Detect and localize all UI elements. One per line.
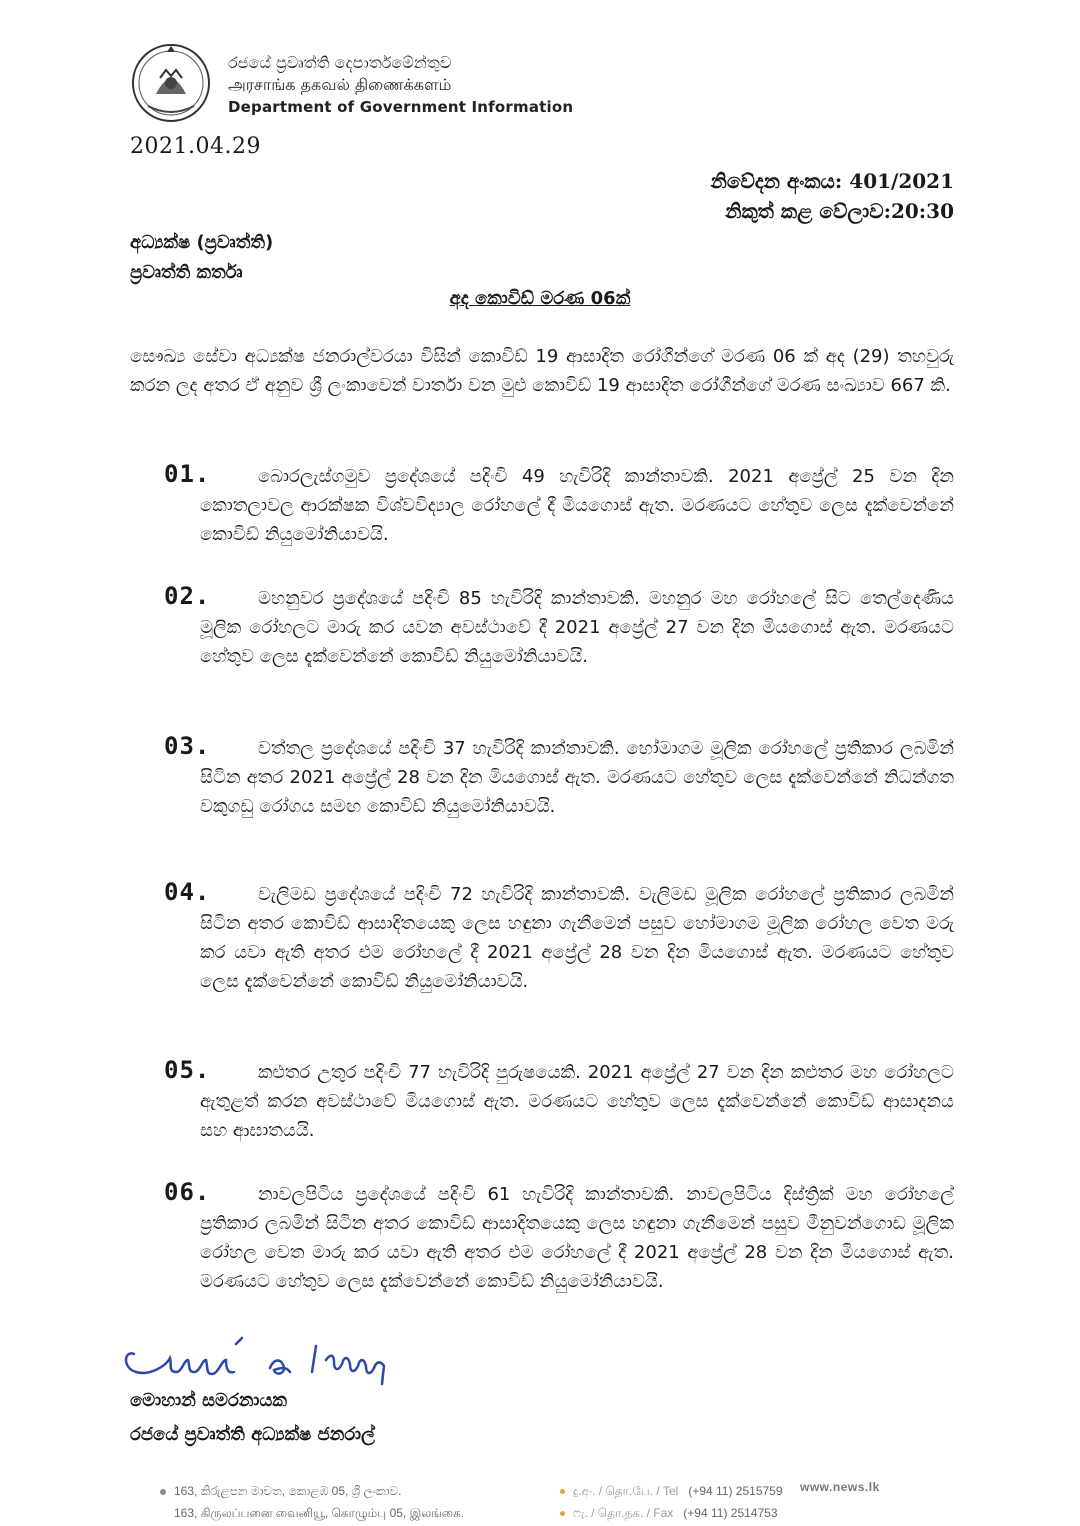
intro-paragraph: සෞඛ්‍ය සේවා අධ්‍යක්ෂ ජනරාල්වරයා විසින් කොවිඩ් 19 ආසාදිත රෝගීන්ගේ මරණ 06 ක් අද (29) තහවුරු කරන ලද අතර ඒ අනුව ශ්‍රී ලංකාවෙන් වාර්තා වන මුළු කොවිඩ් 19 ආසාදිත රෝගීන්ගේ මරණ සංඛ්‍යාව 667 කි. [130, 346, 954, 396]
organization-name [228, 52, 573, 118]
fax-label: ෆැ. / தொ.நக. / Fax [573, 1506, 674, 1520]
release-refs [711, 166, 954, 226]
sri-lanka-emblem-icon [126, 36, 216, 126]
signatory-title: රජයේ ප්‍රවෘත්ති අධ්‍යක්ෂ ජනරාල් [130, 1424, 375, 1445]
org-name-english: Department of Government Information [228, 98, 574, 116]
website-link[interactable]: www.news.lk [800, 1480, 880, 1494]
item-number: 03. [164, 732, 211, 760]
address-sinhala: 163, කිරුළපන මාවත, කොළඹ 05, ශ්‍රී ලංකාව. [174, 1484, 402, 1498]
phone-label: දු.අං. / தொ.பே. / Tel [573, 1484, 679, 1498]
addressee-line-1: අධ්‍යක්ෂ (ප්‍රවෘත්ති) [130, 232, 274, 253]
org-name-tamil: அரசாங்க தகவல் திணைக்களம் [228, 75, 452, 94]
letterhead-footer [0, 1474, 1080, 1526]
item-text: වැලිමඩ ප්‍රදේශයේ පදිංචි 72 හැවිරිදි කාන්තාවකි. වැලිමඩ මූලික රෝහලේ ප්‍රතිකාර ලබමින් සිටින අතර කොවිඩ් ආසාදිතයෙකු ලෙස හඳුනා ගැනීමෙන් පසුව හෝමාගම මූලික රෝහල වෙත මරු කර යවා ඇති අතර එම රෝහලේ දී 2021 අප්‍රේල් 28 වන දින මියගොස් ඇත. මරණයට හේතුව ලෙස දැක්වෙන්නේ කොවිඩ් නියුමෝනියාවයි. [200, 884, 954, 992]
release-no-label: නිවේදන අංකය: [710, 169, 843, 193]
phone-number: (+94 11) 2515759 [688, 1484, 783, 1498]
org-name-sinhala: රජයේ ප්‍රවෘත්ති දෙපාර්තමේන්තුව [228, 53, 452, 72]
item-text: බොරලැස්ගමුව ප්‍රදේශයේ පදිංචි 49 හැවිරිදි කාන්තාවකි. 2021 අප්‍රේල් 25 වන දින කොතලාවල ආරක්ෂක විශ්වවිද්‍යාල රෝහලේ දී මියගොස් ඇත. මරණයට හේතුව ලෙස දැක්වෙන්නේ කොවිඩ් නියුමෝනියාවයි. [200, 466, 954, 545]
signatory [130, 1384, 375, 1452]
address-tamil: 163, கிருலப்பனை வைனியூ, கொழும்பு 05, இலங்கை. [174, 1506, 465, 1520]
bullet-icon [560, 1489, 565, 1494]
release-no: 401/2021 [849, 169, 954, 193]
addressee [130, 228, 273, 288]
item-text: කළුතර උතුර පදිංචි 77 හැවිරිදි පුරුෂයෙකි. 2021 අප්‍රේල් 27 වන දින කළුතර මහ රෝහලට ඇතුළත් කරන අවස්ථාවේ මියගොස් ඇත. මරණයට හේතුව ලෙස දැක්වෙන්නේ කොවිඩ් ආසාදනය සහ ආඝාතයයි. [200, 1062, 954, 1141]
fax-number: (+94 11) 2514753 [683, 1506, 778, 1520]
subject-text: අද කොවිඩ් මරණ 06ක් [449, 288, 631, 309]
signatory-name: මොහාන් සමරනායක [130, 1390, 287, 1411]
item-text: මහනුවර ප්‍රදේශයේ පදිංචි 85 හැවිරිදි කාන්තාවකි. මහනුර මහ රෝහලේ සිට තෙල්දෙණිය මූලික රෝහලට මාරු කර යවන අවස්ථාවේ දී 2021 අප්‍රේල් 27 වන දින මියගොස් ඇත. මරණයට හේතුව ලෙස දැක්වෙන්නේ කොවිඩ් නියුමෝනියාවයි. [200, 588, 954, 667]
footer-contact [560, 1480, 783, 1524]
bullet-icon [160, 1489, 166, 1495]
release-date: 2021.04.29 [130, 134, 261, 159]
footer-address [160, 1480, 464, 1524]
addressee-line-2: ප්‍රවෘත්ති කර්තෘ [130, 262, 243, 283]
item-number: 01. [164, 460, 211, 488]
bullet-icon [560, 1511, 565, 1516]
item-text: නාවලපිටිය ප්‍රදේශයේ පදිංචි 61 හැවිරිදි කාන්තාවකි. නාවලපිටිය දිස්ත්‍රික් මහ රෝහලේ ප්‍රතිකාර ලබමින් සිටින අතර කොවිඩ් ආසාදිතයෙකු ලෙස හඳුනා ගැනීමෙන් පසුව මීනුවන්ගොඩ මූලික රෝහල වෙත මාරු කර යවා ඇති අතර එම රෝහලේ දී 2021 අප්‍රේල් 28 වන දින මියගොස් ඇත. මරණයට හේතුව ලෙස දැක්වෙන්නේ කොවිඩ් නියුමෝනියාවයි. [200, 1184, 954, 1292]
subject-heading [0, 288, 1080, 309]
issue-time-label: නිකුත් කළ වේලාව: [725, 199, 891, 223]
item-number: 06. [164, 1178, 211, 1206]
item-number: 05. [164, 1056, 211, 1084]
item-number: 04. [164, 878, 211, 906]
item-number: 02. [164, 582, 211, 610]
item-text: වත්තල ප්‍රදේශයේ පදිංචි 37 හැවිරිදි කාන්තාවකි. හෝමාගම මූලික රෝහලේ ප්‍රතිකාර ලබමින් සිටින අතර 2021 අප්‍රේල් 28 වන දින මියගොස් ඇත. මරණයට හේතුව ලෙස දැක්වෙන්නේ නිධන්ගත වකුගඩු රෝගය සමඟ කොවිඩ් නියුමෝනියාවයි. [200, 738, 954, 817]
issue-time: 20:30 [890, 199, 954, 223]
